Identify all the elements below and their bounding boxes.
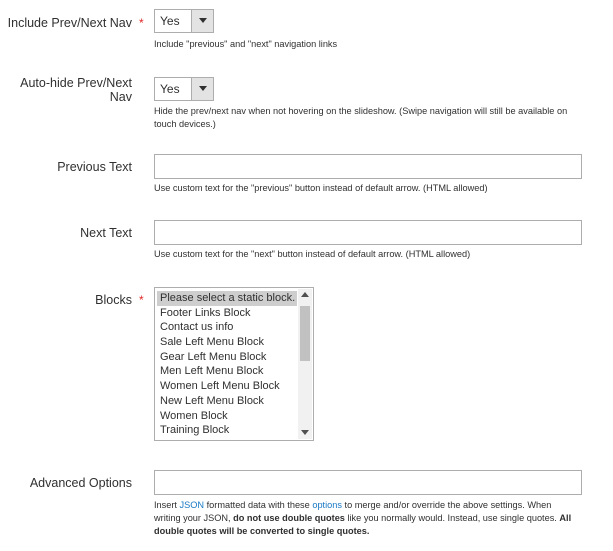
blocks-option[interactable]: Footer Links Block <box>160 306 251 319</box>
note-text: writing your JSON, <box>154 513 234 523</box>
options-link[interactable]: options <box>312 500 342 510</box>
auto-hide-note <box>154 105 586 131</box>
prev-next-nav-select[interactable] <box>154 9 214 33</box>
advanced-options-label: Advanced Options <box>29 476 132 490</box>
required-marker: * <box>139 293 144 307</box>
auto-hide-label-line2: Nav <box>109 90 132 104</box>
auto-hide-label <box>0 76 132 104</box>
next-text-input[interactable] <box>154 220 582 245</box>
blocks-option[interactable]: Please select a static block. <box>157 291 297 306</box>
chevron-down-icon <box>199 86 207 91</box>
chevron-down-icon <box>199 18 207 23</box>
next-text-note: Use custom text for the "next" button instead of default arrow. (HTML allowed) <box>154 249 471 259</box>
previous-text-note: Use custom text for the "previous" button instead of default arrow. (HTML allowed) <box>154 183 488 193</box>
blocks-option[interactable]: Men Left Menu Block <box>160 365 264 378</box>
auto-hide-note-line1: Hide the prev/next nav when not hovering on the slideshow. (Swipe navigation will still be available on <box>154 106 568 116</box>
advanced-options-note-line2 <box>154 512 586 525</box>
note-text: Insert <box>154 500 180 510</box>
select-arrow-box[interactable] <box>191 78 213 100</box>
blocks-option[interactable]: Contact us info <box>160 321 234 334</box>
blocks-options <box>157 291 297 438</box>
scrollbar-thumb[interactable] <box>300 306 310 361</box>
blocks-option[interactable]: Training Block <box>160 424 230 437</box>
prev-next-nav-note: Include "previous" and "next" navigation links <box>154 39 338 49</box>
blocks-option[interactable]: Women Left Menu Block <box>160 380 280 393</box>
next-text-label: Next Text <box>80 226 132 240</box>
prev-next-nav-value: Yes <box>160 14 180 28</box>
auto-hide-select[interactable] <box>154 77 214 101</box>
advanced-options-note-line3 <box>154 525 586 538</box>
note-text: like you normally would. Instead, use single quotes. <box>344 513 560 523</box>
note-text: to merge and/or override the above settings. When <box>341 500 552 510</box>
blocks-multiselect[interactable] <box>154 287 314 441</box>
scroll-down-arrow-icon[interactable] <box>301 430 309 435</box>
blocks-option[interactable]: New Left Menu Block <box>160 394 264 407</box>
previous-text-label: Previous Text <box>57 160 132 174</box>
blocks-option[interactable]: Gear Left Menu Block <box>160 350 267 363</box>
auto-hide-label-line1: Auto-hide Prev/Next <box>20 76 132 90</box>
note-bold-text: do not use double quotes <box>233 513 345 523</box>
previous-text-input[interactable] <box>154 154 582 179</box>
blocks-scrollbar[interactable] <box>298 289 312 439</box>
auto-hide-note-line2: touch devices.) <box>154 119 216 129</box>
note-bold-text: All <box>559 513 572 523</box>
blocks-option[interactable]: Sale Left Menu Block <box>160 336 264 349</box>
select-arrow-box[interactable] <box>191 10 213 32</box>
blocks-option[interactable]: Women Block <box>160 409 228 422</box>
prev-next-nav-label: Include Prev/Next Nav <box>7 16 132 30</box>
blocks-label: Blocks <box>95 293 132 307</box>
advanced-options-input[interactable] <box>154 470 582 495</box>
scroll-up-arrow-icon[interactable] <box>301 292 309 297</box>
advanced-options-note-line1 <box>154 499 586 512</box>
required-marker: * <box>139 16 144 30</box>
note-text: formatted data with these <box>204 500 313 510</box>
json-link[interactable]: JSON <box>179 500 205 510</box>
note-bold-text: double quotes will be converted to single quotes. <box>154 526 370 536</box>
auto-hide-value: Yes <box>160 82 180 96</box>
advanced-options-note <box>154 499 586 538</box>
